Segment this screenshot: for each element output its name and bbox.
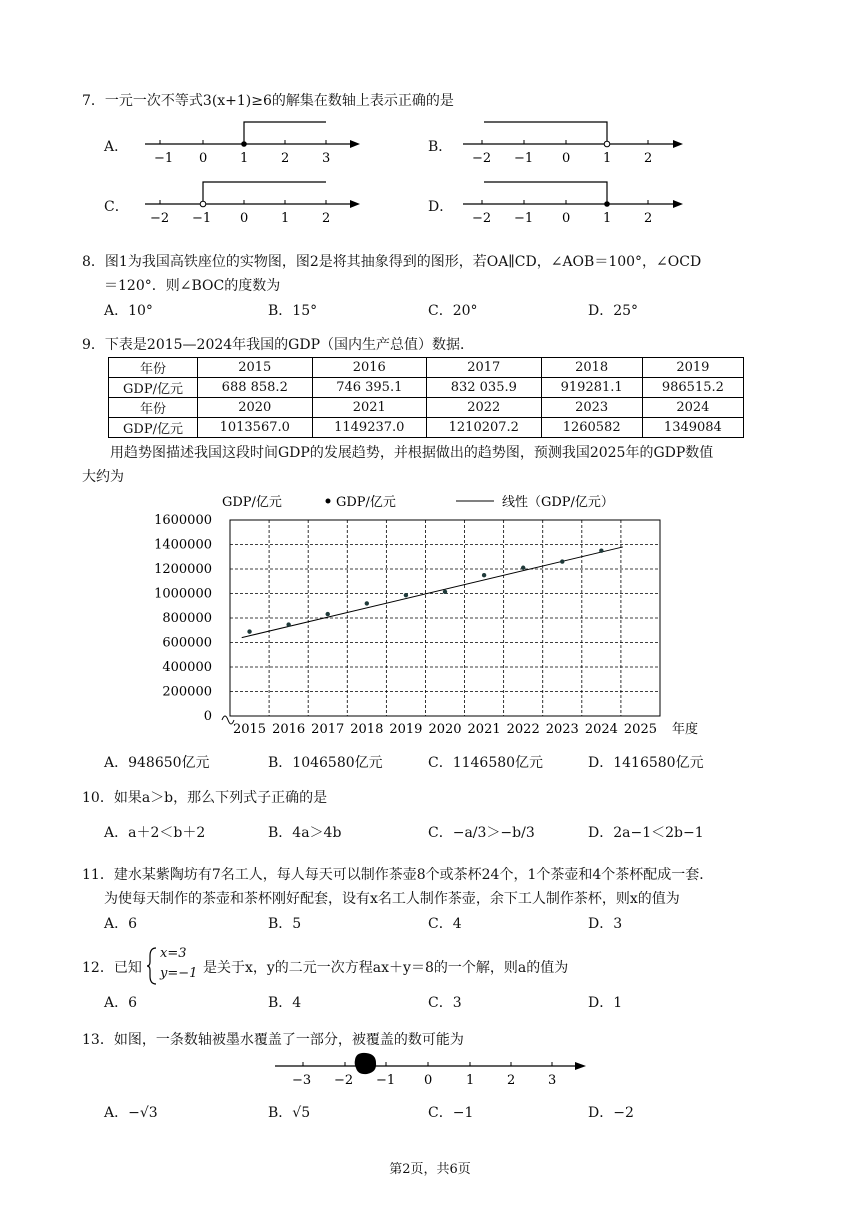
hollow-point [200,201,206,207]
gdp-trend-chart [150,490,720,740]
q8-option-b: B．15° [268,303,318,319]
x-tick-label: 2025 [623,722,658,737]
q13-option-d: D．−2 [588,1105,634,1121]
table-cell: 2020 [198,398,313,418]
q7-number-line-d [458,176,688,230]
q9-option-a: A．948650亿元 [104,755,210,771]
q9-option-d: D．1416580亿元 [588,755,704,771]
q12-suffix: 是关于x，y的二元一次方程ax＋y＝8的一个解，则a的值为 [203,960,569,976]
x-tick-label: 2023 [545,722,579,737]
table-cell: 2019 [642,358,743,378]
y-tick-label: 800000 [162,611,212,626]
q8-stem-line2: ＝120°．则∠BOC的度数为 [104,278,281,294]
table-cell: 2024 [642,398,743,418]
q13-option-c: C．−1 [428,1105,474,1121]
q9-option-b: B．1046580亿元 [268,755,383,771]
x-tick-label: 2017 [311,722,345,737]
q13-option-b: B．√5 [268,1105,311,1121]
table-cell: 919281.1 [541,378,642,398]
svg-text:1: 1 [281,211,290,226]
table-cell: 2022 [427,398,542,418]
q11-stem-line1: 11．建水某紫陶坊有7名工人，每人每天可以制作茶壶8个或茶杯24个，1个茶壶和4个茶杯配成一套． [82,867,714,883]
y-tick-label: 1200000 [154,562,212,577]
svg-text:1: 1 [603,151,612,166]
table-row [109,358,744,378]
q13-number-line [270,1050,600,1090]
table-cell: 986515.2 [642,378,743,398]
svg-text:−2: −2 [472,151,492,166]
svg-text:1: 1 [603,211,612,226]
svg-text:3: 3 [548,1073,557,1088]
svg-text:−1: −1 [376,1073,396,1088]
data-point [326,612,330,616]
hollow-point [604,141,610,147]
data-point [560,559,564,563]
x-tick-label: 2015 [232,722,267,737]
trend-line [242,547,623,638]
table-cell: 1149237.0 [312,418,427,438]
chart-ylabel: GDP/亿元 [222,495,282,510]
q12-option-b: B．4 [268,995,302,1011]
q9-stem: 9．下表是2015—2024年我国的GDP（国内生产总值）数据． [82,337,474,353]
data-point [443,590,447,594]
q8-stem-line1: 8．图1为我国高铁座位的实物图，图2是将其抽象得到的图形，若OA∥CD，∠AOB＝100°，∠OCD [82,254,702,270]
table-cell: 2021 [312,398,427,418]
q11-stem-line2: 为使每天制作的茶壶和茶杯刚好配套，设有x名工人制作茶壶，余下工人制作茶杯，则x的值为 [104,891,680,907]
q11-option-b: B．5 [268,916,302,932]
q10-stem: 10．如果a＞b，那么下列式子正确的是 [82,790,328,806]
chart-xlabel: 年度 [672,722,699,737]
data-point [482,573,486,577]
q8-option-d: D．25° [588,303,639,319]
legend-entry-trendline: 线性（GDP/亿元） [502,495,614,510]
q11-option-c: C．4 [428,916,462,932]
q7-option-d-label: D． [428,199,454,215]
svg-text:−2: −2 [472,211,492,226]
q7-option-a-label: A． [104,139,129,155]
q9-option-c: C．1146580亿元 [428,755,544,771]
q10-option-a: A．a＋2＜b＋2 [104,825,206,841]
tick-label: 2 [281,151,290,166]
x-tick-label: 2022 [506,722,540,737]
q11-option-d: D．3 [588,916,623,932]
svg-text:0: 0 [562,151,571,166]
q7-number-line-a [140,116,370,170]
table-cell: 746 395.1 [312,378,427,398]
q7-number-line-c [140,176,370,230]
table-cell: 832 035.9 [427,378,542,398]
table-header-cell: 年份 [109,398,198,418]
q12-option-d: D．1 [588,995,623,1011]
svg-text:0: 0 [424,1073,433,1088]
solid-point [604,201,610,207]
q7-option-b-label: B． [428,139,453,155]
x-tick-label: 2021 [467,722,501,737]
data-point [404,593,408,597]
table-cell: 688 858.2 [198,378,313,398]
data-point [365,601,369,605]
ink-blot [355,1053,376,1074]
table-cell: 1013567.0 [198,418,313,438]
table-cell: 2015 [198,358,313,378]
q8-option-a: A．10° [104,303,153,319]
svg-text:0: 0 [562,211,571,226]
data-point [247,629,251,633]
svg-text:−2: −2 [334,1073,354,1088]
table-row [109,378,744,398]
svg-text:2: 2 [322,211,331,226]
q9-paragraph-line2: 大约为 [82,469,124,485]
y-tick-label: 400000 [162,660,212,675]
y-tick-label: 200000 [162,684,212,700]
q10-option-c: C．−a/3＞−b/3 [428,825,535,841]
legend-entry-scatter: GDP/亿元 [336,495,396,510]
page-footer: 第2页，共6页 [389,1162,471,1177]
x-tick-label: 2016 [272,722,306,737]
y-tick-label: 1600000 [154,513,212,528]
table-row [109,398,744,418]
x-tick-label: 2019 [389,722,423,737]
q9-paragraph-line1: 用趋势图描述我国这段时间GDP的发展趋势，并根据做出的趋势图，预测我国2025年的GDP数值 [110,445,714,461]
tick-label: 1 [240,151,249,166]
svg-text:2: 2 [507,1073,516,1088]
svg-text:−1: −1 [192,211,212,226]
svg-text:1: 1 [466,1073,475,1088]
tick-label: 0 [199,151,208,166]
q12-option-a: A．6 [104,995,138,1011]
table-cell: 2018 [541,358,642,378]
q10-option-b: B．4a＞4b [268,825,342,841]
svg-text:−1: −1 [514,211,534,226]
x-tick-label: 2018 [350,722,384,737]
q7-number-line-b [458,116,688,170]
system-brace [146,946,158,986]
q11-option-a: A．6 [104,916,138,932]
legend-marker-dot [326,499,331,504]
table-cell: 1349084 [642,418,743,438]
table-cell: 1260582 [541,418,642,438]
x-tick-label: 2024 [584,722,618,737]
table-row [109,418,744,438]
svg-text:−3: −3 [292,1073,312,1088]
q13-stem: 13．如图，一条数轴被墨水覆盖了一部分，被覆盖的数可能为 [82,1032,464,1048]
table-cell: 2016 [312,358,427,378]
y-tick-label: 1000000 [154,586,212,602]
y-tick-label: 1400000 [154,537,212,553]
system-eq1: x=3 [160,946,187,961]
table-header-cell: GDP/亿元 [109,418,198,438]
table-cell: 1210207.2 [427,418,542,438]
gdp-table [108,357,744,438]
q12-option-c: C．3 [428,995,462,1011]
data-point [521,566,525,570]
table-cell: 2023 [541,398,642,418]
system-eq2: y=−1 [160,966,198,981]
svg-text:−2: −2 [150,211,170,226]
data-point [286,622,290,626]
solid-point [241,141,247,147]
tick-label: −1 [154,151,174,166]
svg-text:2: 2 [644,211,653,226]
table-cell: 2017 [427,358,542,378]
x-tick-label: 2020 [428,722,462,737]
data-point [599,549,603,553]
q8-option-c: C．20° [428,303,478,319]
svg-text:−1: −1 [514,151,534,166]
y-tick-label: 0 [203,709,212,724]
table-header-cell: GDP/亿元 [109,378,198,398]
svg-text:2: 2 [644,151,653,166]
tick-label: 3 [322,151,331,166]
q7-option-c-label: C． [104,199,129,215]
q12-prefix: 12．已知 [82,960,142,976]
y-tick-label: 600000 [162,635,212,651]
table-header-cell: 年份 [109,358,198,378]
q7-stem: 7．一元一次不等式3(x+1)≥6的解集在数轴上表示正确的是 [82,93,454,109]
q10-option-d: D．2a−1＜2b−1 [588,825,704,841]
svg-text:0: 0 [240,211,249,226]
q13-option-a: A．−√3 [104,1105,158,1121]
